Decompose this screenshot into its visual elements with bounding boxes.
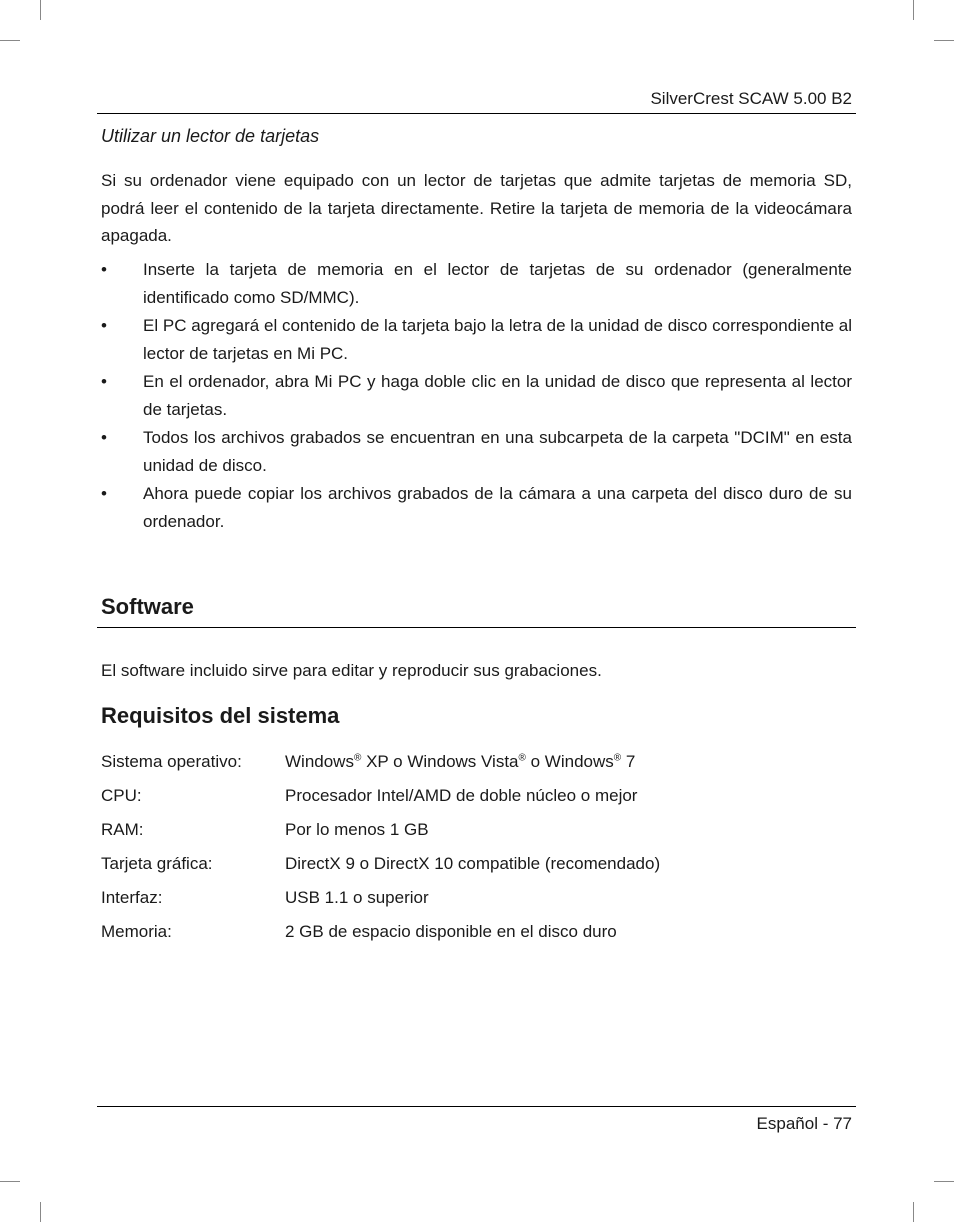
table-row — [101, 881, 660, 915]
crop-mark — [40, 0, 41, 20]
crop-mark — [934, 1181, 954, 1182]
crop-mark — [0, 40, 20, 41]
table-row — [101, 813, 660, 847]
step-text: En el ordenador, abra Mi PC y haga doble clic en la unidad de disco que representa al lector de tarjetas. — [143, 372, 852, 419]
requirement-value: 2 GB de espacio disponible en el disco duro — [285, 922, 617, 941]
crop-mark — [913, 0, 914, 20]
requirement-label: Interfaz: — [101, 888, 163, 907]
requirement-value: Windows® XP o Windows Vista® o Windows® 7 — [285, 752, 636, 771]
requirement-value: USB 1.1 o superior — [285, 888, 429, 907]
requirement-label: Memoria: — [101, 922, 172, 941]
bullet-symbol: • — [101, 428, 107, 447]
software-divider — [97, 627, 856, 628]
table-row — [101, 779, 660, 813]
crop-mark — [934, 40, 954, 41]
list-item — [101, 312, 852, 367]
requirements-heading: Requisitos del sistema — [101, 703, 340, 728]
requirement-label: Tarjeta gráfica: — [101, 854, 213, 873]
header-divider — [97, 113, 856, 114]
list-item — [101, 480, 852, 535]
bullet-symbol: • — [101, 372, 107, 391]
bullet-symbol: • — [101, 260, 107, 279]
requirement-value: DirectX 9 o DirectX 10 compatible (recomendado) — [285, 854, 661, 873]
intro-paragraph: Si su ordenador viene equipado con un lector de tarjetas que admite tarjetas de memoria SD, podrá leer el contenido de la tarjeta directamente. Retire la tarjeta de memoria de la videocámara apagada. — [101, 171, 852, 245]
list-item — [101, 256, 852, 311]
list-item — [101, 424, 852, 479]
bullet-symbol: • — [101, 484, 107, 503]
software-heading: Software — [101, 594, 194, 619]
step-text: El PC agregará el contenido de la tarjeta bajo la letra de la unidad de disco correspondiente al lector de tarjetas en Mi PC. — [143, 316, 852, 363]
section-subtitle: Utilizar un lector de tarjetas — [101, 126, 320, 146]
table-row — [101, 745, 660, 779]
requirements-table — [101, 745, 660, 949]
table-row — [101, 847, 660, 881]
crop-mark — [0, 1181, 20, 1182]
requirement-label: Sistema operativo: — [101, 752, 242, 771]
footer-divider — [97, 1106, 856, 1107]
requirement-value: Por lo menos 1 GB — [285, 820, 429, 839]
bullet-symbol: • — [101, 316, 107, 335]
requirement-label: CPU: — [101, 786, 142, 805]
table-row — [101, 915, 660, 949]
header-product: SilverCrest SCAW 5.00 B2 — [650, 89, 852, 108]
steps-list — [101, 256, 852, 536]
step-text: Inserte la tarjeta de memoria en el lector de tarjetas de su ordenador (generalmente identificado como SD/MMC). — [143, 260, 852, 307]
software-paragraph: El software incluido sirve para editar y reproducir sus grabaciones. — [101, 661, 602, 680]
requirement-label: RAM: — [101, 820, 144, 839]
crop-mark — [913, 1202, 914, 1222]
list-item — [101, 368, 852, 423]
page-number: Español - 77 — [756, 1114, 852, 1133]
step-text: Todos los archivos grabados se encuentran en una subcarpeta de la carpeta "DCIM" en esta unidad de disco. — [143, 428, 852, 475]
step-text: Ahora puede copiar los archivos grabados de la cámara a una carpeta del disco duro de su ordenador. — [143, 484, 852, 531]
crop-mark — [40, 1202, 41, 1222]
requirement-value: Procesador Intel/AMD de doble núcleo o mejor — [285, 786, 638, 805]
